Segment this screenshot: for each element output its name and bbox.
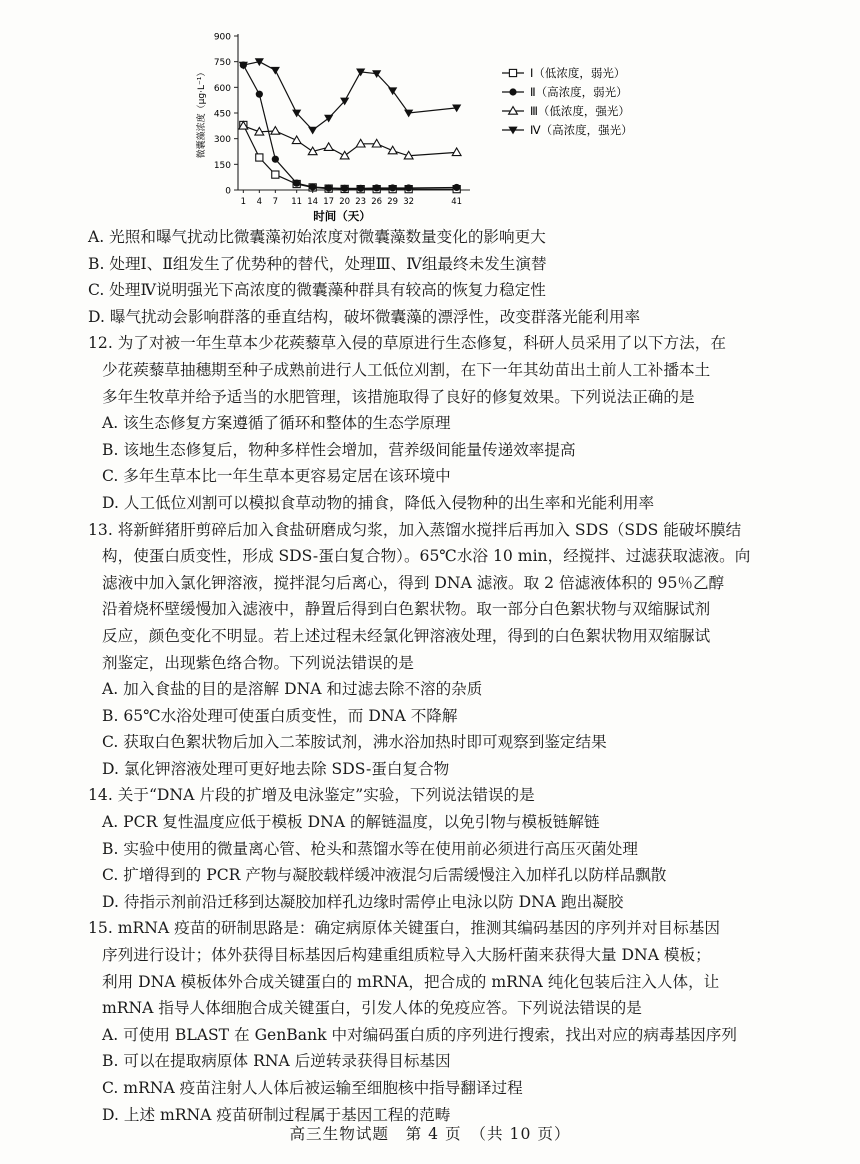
chart-svg [190,28,690,234]
question-text-line: 反应，颜色变化不明显。若上述过程未经氯化钾溶液处理，得到的白色絮状物用双缩脲试 [102,626,711,645]
option-line: B. 可以在提取病原体 RNA 后逆转录获得目标基因 [102,1052,451,1071]
option-line: C. 获取白色絮状物后加入二苯胺试剂，沸水浴加热时即可观察到鉴定结果 [102,733,607,752]
x-tick-label: 23 [355,197,367,207]
option-line: A. 可使用 BLAST 在 GenBank 中对编码蛋白质的序列进行搜索，找出对应的病毒基因序列 [102,1025,737,1044]
legend-item [502,123,633,137]
y-tick-label: 600 [213,83,231,94]
y-tick-label: 900 [213,32,231,43]
data-point [404,110,413,118]
question-text-line: mRNA 指导人体细胞合成关键蛋白，引发人体的免疫应答。下列说法错误的是 [102,999,642,1018]
option-line: A. 该生态修复方案遵循了循环和整体的生态学原理 [102,414,451,433]
x-tick-label: 41 [451,197,463,207]
question-text-line: 利用 DNA 模板体外合成关键蛋白的 mRNA，把合成的 mRNA 纯化包装后注入人体，让 [102,972,720,991]
option-line: B. 处理Ⅰ、Ⅱ组发生了优势种的替代，处理Ⅲ、Ⅳ组最终未发生演替 [88,254,547,273]
option-line: D. 曝气扰动会影响群落的垂直结构，破坏微囊藻的漂浮性，改变群落光能利用率 [88,307,641,326]
questions-body [88,224,838,1128]
y-tick-label: 300 [213,135,231,146]
series-4 [239,58,462,134]
question-stem-line: 12. 为了对被一年生草本少花蒺藜草入侵的草原进行生态修复，科研人员采用了以下方法，在 [88,334,726,353]
legend-item [502,104,630,118]
data-point [292,136,301,144]
option-line: D. 待指示剂前沿迁移到达凝胶加样孔边缘时需停止电泳以防 DNA 跑出凝胶 [102,892,624,911]
question-text-line: 沿着烧杯壁缓慢加入滤液中，静置后得到白色絮状物。取一部分白色絮状物与双缩脲试剂 [102,600,711,619]
option-line: A. 光照和曝气扰动比微囊藻初始浓度对微囊藻数量变化的影响更大 [88,228,546,246]
x-tick-label: 32 [403,197,415,207]
option-line: D. 人工低位刈割可以模拟食草动物的捕食，降低入侵物种的出生率和光能利用率 [102,493,655,512]
legend-label: Ⅱ（高浓度，弱光） [530,85,628,99]
legend-marker [509,69,516,76]
data-point [272,171,279,178]
x-tick-label: 17 [323,197,335,207]
question-text-line: 构，使蛋白质变性，形成 SDS-蛋白复合物）。65℃水浴 10 min，经搅拌、过滤获取滤液。向 [102,547,751,566]
data-point [452,148,461,156]
data-point [308,127,317,135]
question-text-line: 多年生牧草并给予适当的水肥管理，该措施取得了良好的修复效果。下列说法正确的是 [102,387,695,406]
legend-item [502,85,628,99]
y-axis-label: 微囊藻浓度（μg·L⁻¹） [197,67,207,159]
y-tick-label: 450 [213,109,231,120]
page-footer: 高三生物试题 第 4 页 （共 10 页） [289,1125,571,1143]
data-point [356,139,365,147]
data-point [272,156,279,163]
option-line: B. 该地生态修复后，物种多样性会增加，营养级间能量传递效率提高 [102,440,576,459]
data-point [271,67,280,75]
data-point [405,184,412,191]
legend-label: Ⅰ（低浓度，弱光） [530,66,626,80]
data-point [341,185,348,192]
data-point [325,184,332,191]
data-point [389,184,396,191]
x-tick-label: 11 [291,197,303,207]
option-line: A. 加入食盐的目的是溶解 DNA 和过滤去除不溶的杂质 [102,680,483,699]
data-point [324,143,333,151]
x-tick-label: 7 [272,197,279,207]
question-stem-line: 15. mRNA 疫苗的研制思路是：确定病原体关键蛋白，推测其编码基因的序列并对目标基因 [88,919,720,938]
x-axis-label: 时间（天） [313,209,371,223]
question-text-line: 剂鉴定，出现紫色络合物。下列说法错误的是 [102,653,414,672]
data-point [256,154,263,161]
option-line: D. 上述 mRNA 疫苗研制过程属于基因工程的范畴 [102,1105,451,1124]
x-tick-label: 1 [240,197,247,207]
legend-label: Ⅳ（高浓度，强光） [530,123,633,137]
x-tick-label: 20 [339,197,351,207]
data-point [340,151,349,159]
data-point [373,184,380,191]
x-tick-label: 29 [387,197,399,207]
series-3 [239,121,461,159]
legend-marker [509,107,518,115]
question-text-line: 序列进行设计；体外获得目标基因后构建重组质粒导入大肠杆菌来获得大量 DNA 模板； [102,946,711,965]
data-point [324,115,333,123]
option-line: C. 多年生草本比一年生草本更容易定居在该环境中 [102,467,451,486]
data-point [309,183,316,190]
y-tick-label: 0 [225,186,231,197]
x-tick-label: 14 [307,197,319,207]
x-tick-label: 4 [256,197,263,207]
data-point [357,185,364,192]
data-point [453,184,460,191]
option-line: A. PCR 复性温度应低于模板 DNA 的解链温度，以免引物与模板链解链 [102,813,600,832]
y-tick-label: 750 [213,58,231,69]
microcystis-line-chart [190,28,690,234]
option-line: D. 氯化钾溶液处理可更好地去除 SDS-蛋白复合物 [102,759,450,778]
data-point [256,91,263,98]
option-line: B. 实验中使用的微量离心管、枪头和蒸馏水等在使用前必须进行高压灭菌处理 [102,839,638,858]
question-text-line: 少花蒺藜草抽穗期至种子成熟前进行人工低位刈割，在下一年其幼苗出土前人工补播本土 [102,360,711,379]
legend-marker [509,88,516,95]
option-line: C. 处理Ⅳ说明强光下高浓度的微囊藻种群具有较高的恢复力稳定性 [88,281,546,300]
question-stem-line: 14. 关于“DNA 片段的扩增及电泳鉴定”实验，下列说法错误的是 [88,786,535,805]
data-point [293,180,300,187]
y-tick-label: 150 [213,160,231,171]
data-point [372,139,381,147]
question-text-line: 滤液中加入氯化钾溶液，搅拌混匀后离心，得到 DNA 滤液。取 2 倍滤液体积的 95％乙醇 [102,573,725,592]
data-point [388,146,397,154]
option-line: B. 65℃水浴处理可使蛋白质变性，而 DNA 不降解 [102,706,458,725]
data-point [271,127,280,135]
legend-item [502,66,625,80]
option-line: C. mRNA 疫苗注射人人体后被运输至细胞核中指导翻译过程 [102,1079,523,1097]
data-point [388,87,397,95]
option-line: C. 扩增得到的 PCR 产物与凝胶载样缓冲液混匀后需缓慢注入加样孔以防样品飘散 [102,866,667,885]
legend-label: Ⅲ（低浓度，强光） [530,104,630,118]
x-tick-label: 26 [371,197,383,207]
question-stem-line: 13. 将新鲜猪肝剪碎后加入食盐研磨成匀浆，加入蒸馏水搅拌后再加入 SDS（SDS 能破坏膜结 [88,520,742,539]
